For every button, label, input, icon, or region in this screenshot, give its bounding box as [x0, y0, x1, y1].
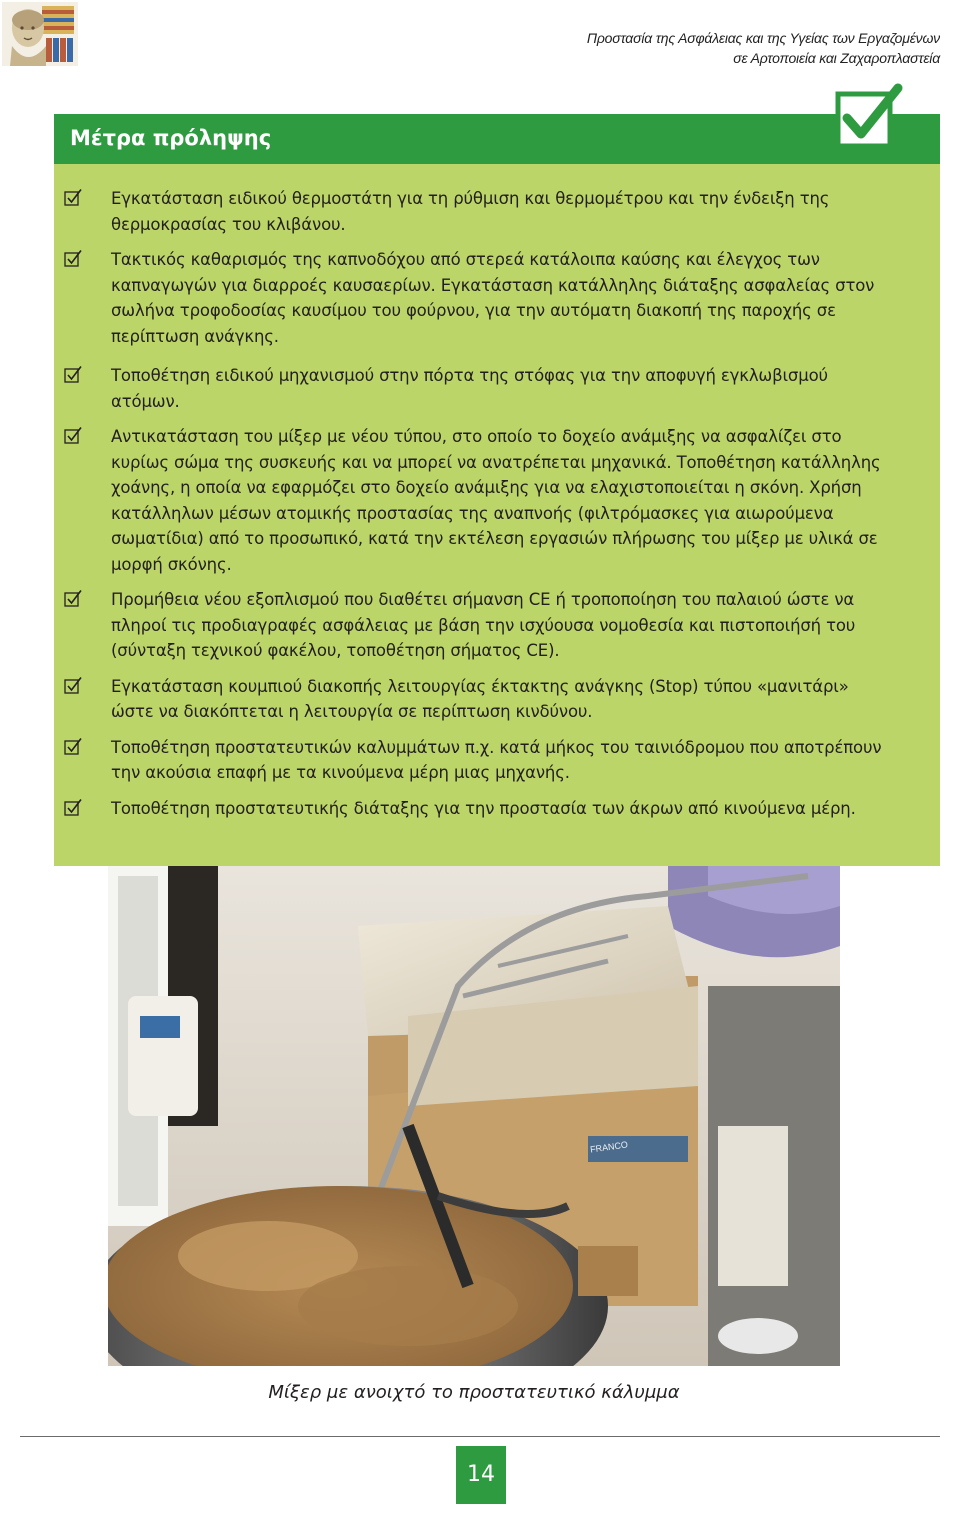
- checkbox-checked-icon: [64, 737, 83, 757]
- checkbox-checked-icon: [64, 676, 83, 696]
- page-number: 14: [456, 1446, 506, 1504]
- measure-text: Τοποθέτηση προστατευτικών καλυμμάτων π.χ. κατά μήκος του ταινιόδρομου που αποτρέπουν την ακούσια επαφή με τα κινούμενα μέρη μιας μηχανής.: [111, 737, 882, 782]
- measure-text: Εγκατάσταση ειδικού θερμοστάτη για τη ρύθμιση και θερμομέτρου και την ένδειξη της θερμοκρασίας του κλιβάνου.: [111, 189, 830, 234]
- checkbox-checked-icon: [64, 589, 83, 609]
- checkmark-box-icon: [832, 82, 904, 154]
- list-item: [64, 186, 894, 237]
- section-title: Μέτρα πρόληψης: [70, 126, 272, 150]
- mixer-photo: [108, 866, 840, 1366]
- list-item: [64, 247, 894, 349]
- list-item: [64, 363, 894, 414]
- document-header-title: [587, 28, 940, 68]
- checkbox-checked-icon: [64, 188, 83, 208]
- photo-caption: Μίξερ με ανοιχτό το προστατευτικό κάλυμμα: [268, 1382, 680, 1403]
- list-item: [64, 674, 894, 725]
- measure-text: Εγκατάσταση κουμπιού διακοπής λειτουργίας έκτακτης ανάγκης (Stop) τύπου «μανιτάρι» ώστε να διακόπτεται η λειτουργία σε περίπτωση κινδύνου.: [111, 676, 849, 721]
- list-item: [64, 587, 894, 664]
- list-item: [64, 424, 894, 577]
- list-item: [64, 735, 894, 786]
- footer-divider: [20, 1436, 940, 1437]
- measure-text: Τακτικός καθαρισμός της καπνοδόχου από στερεά κατάλοιπα καύσης και έλεγχος των καπναγωγών για διαρροές καυσαερίων. Εγκατάσταση κατάλληλης διάταξης ασφαλείας στον σωλήνα τροφοδοσίας καυσίμου του φούρνου, για την αυτόματη διακοπή της παροχής σε περίπτωση ανάγκης.: [111, 250, 875, 346]
- machine-brand-label: FRANCO: [589, 1139, 629, 1155]
- measure-text: Αντικατάσταση του μίξερ με νέου τύπου, στο οποίο το δοχείο ανάμιξης να ασφαλίζει στο κυρίως σώμα της συσκευής και να μπορεί να ανατρέπεται μηχανικά. Τοποθέτηση κατάλληλης χοάνης, η οποία να εφαρμόζει στο δοχείο ανάμιξης για να ελαχιστοποιείται η σκόνη. Χρήση κατάλληλων μέσων ατομικής προστασίας της αναπνοής (φιλτρόμασκες για αιωρούμενα σωματίδια) από το προσωπικό, κατά την εκτέλεση εργασιών πλήρωσης του μίξερ με υλικά σε μορφή σκόνης.: [111, 427, 881, 574]
- measure-text: Προμήθεια νέου εξοπλισμού που διαθέτει σήμανση CE ή τροποποίηση του παλαιού ώστε να πληροί τις προδιαγραφές ασφάλειας με βάση την ισχύουσα νομοθεσία και πιστοποιήσή του (σύνταξη τεχνικού φακέλου, τοποθέτηση σήματος CE).: [111, 590, 856, 660]
- header-title-line1: Προστασία της Ασφάλειας και της Υγείας των Εργαζομένων: [586, 30, 940, 46]
- header-title-line2: σε Αρτοποιεία και Ζαχαροπλαστεία: [733, 50, 940, 66]
- checkbox-checked-icon: [64, 798, 83, 818]
- measures-list: [64, 186, 894, 821]
- measure-text: Τοποθέτηση ειδικού μηχανισμού στην πόρτα της στόφας για την αποφυγή εγκλωβισμού ατόμων.: [111, 366, 828, 411]
- checkbox-checked-icon: [64, 426, 83, 446]
- measure-text: Τοποθέτηση προστατευτικής διάταξης για την προστασία των άκρων από κινούμενα μέρη.: [111, 798, 856, 818]
- ancient-bust-logo: [2, 2, 78, 66]
- checkbox-checked-icon: [64, 249, 83, 269]
- checkbox-checked-icon: [64, 365, 83, 385]
- list-item: [64, 796, 894, 822]
